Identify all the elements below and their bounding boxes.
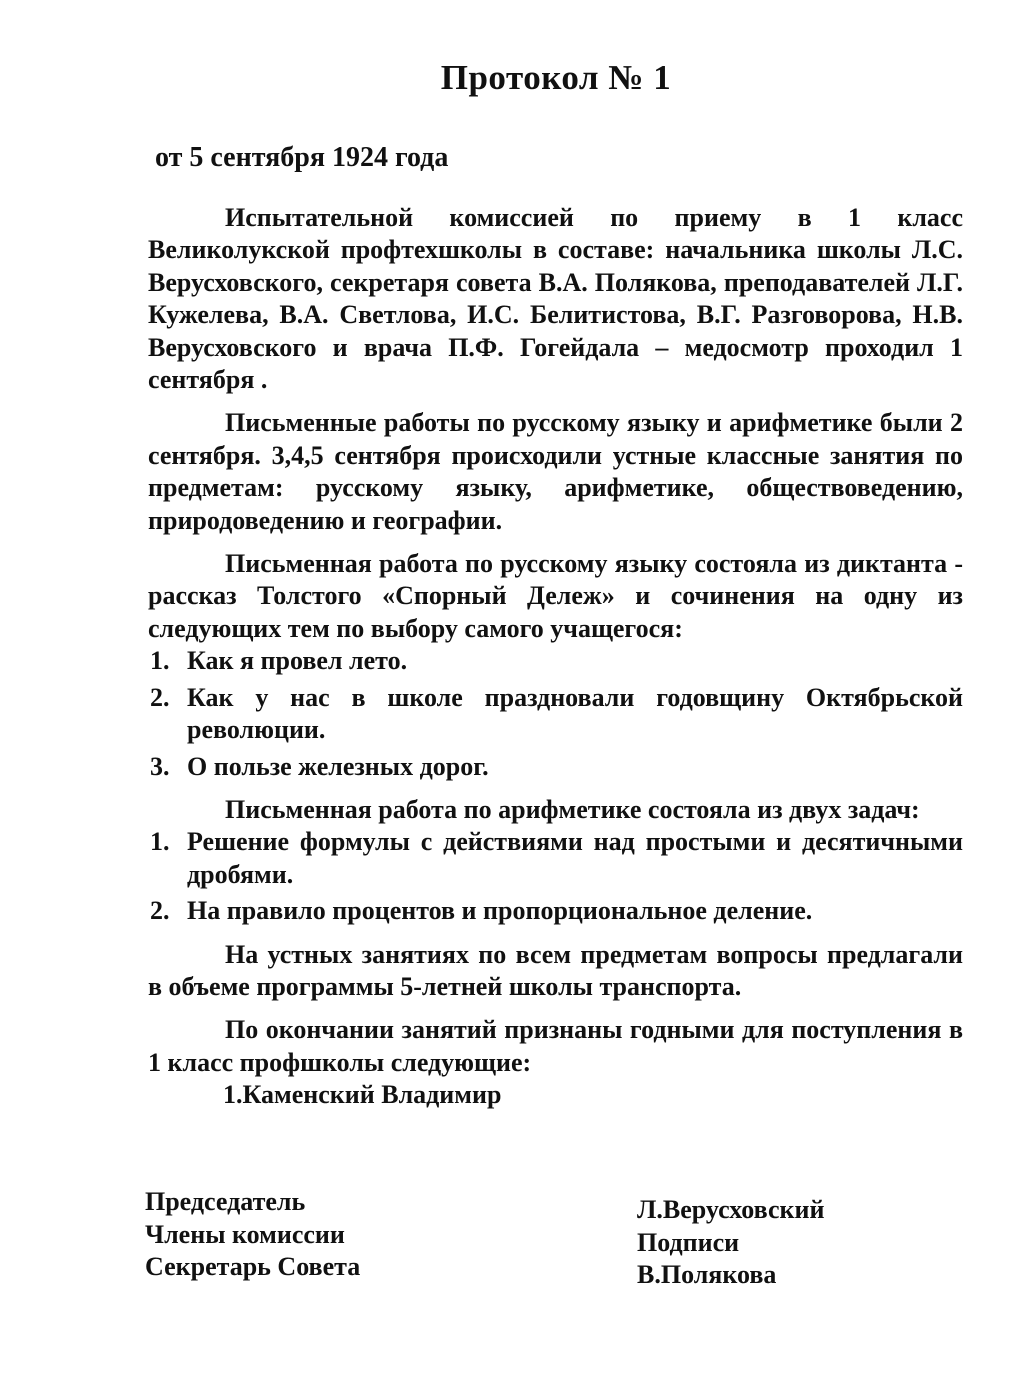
list-item [148, 751, 963, 783]
signature-names [637, 1194, 824, 1292]
list-item [148, 682, 963, 747]
list-item-text: О пользе железных дорог. [187, 751, 489, 781]
document-body [148, 202, 963, 1112]
list-item-number: 3. [150, 751, 170, 781]
document-title: Протокол № 1 [440, 58, 672, 97]
arithmetic-tasks-list [148, 826, 963, 927]
signature-name-members: Подписи [637, 1227, 740, 1257]
document-date: от 5 сентября 1924 года [155, 142, 449, 173]
signature-role-chairman: Председатель [145, 1187, 306, 1216]
list-item [148, 895, 963, 927]
list-item-number: 1. [150, 646, 170, 676]
admitted-student: 1.Каменский Владимир [223, 1080, 502, 1110]
list-item-text: На правило процентов и пропорциональное деление. [187, 896, 813, 926]
list-item-text: Как я провел лето. [187, 646, 408, 676]
signature-roles [145, 1186, 360, 1284]
list-item-number: 2. [150, 682, 170, 712]
signature-name-secretary: В.Полякова [637, 1260, 777, 1289]
essay-topics-list [148, 645, 963, 783]
signature-name-chairman: Л.Верусховский [637, 1195, 825, 1224]
list-item-text: Решение формулы с действиями над простыми и десятичными дробями. [187, 827, 963, 889]
list-item-number: 1. [150, 827, 170, 857]
paragraph-admission: По окончании занятий признаны годными для поступления в 1 класс профшколы следующие: [148, 1015, 963, 1077]
paragraph-commission: Испытательной комиссией по приему в 1 класс Великолукской профтехшколы в составе: начальника школы Л.С. Верусховского, секретаря совета В.А. Полякова, преподавателей Л.Г. Кужелева, В.А. Светлова, И.С. Белитистова, В.Г. Разговорова, Н.В. Верусховского и врача П.Ф. Гогейдала – медосмотр проходил 1 сентября . [148, 203, 963, 395]
paragraph-oral-exams: На устных занятиях по всем предметам вопросы предлагали в объеме программы 5-летней школы транспорта. [148, 939, 963, 1001]
signature-role-members: Члены комиссии [145, 1219, 345, 1249]
signature-role-secretary: Секретарь Совета [145, 1252, 361, 1281]
paragraph-written-works: Письменные работы по русскому языку и арифметике были 2 сентября. 3,4,5 сентября происходили устные классные занятия по предметам: русскому языку, арифметике, обществоведению, природоведению и географии. [148, 408, 963, 535]
list-item [148, 826, 963, 891]
list-item-number: 2. [150, 896, 170, 926]
list-item-text: Как у нас в школе праздновали годовщину Октябрьской революции. [187, 682, 963, 745]
list-item [148, 645, 963, 677]
paragraph-russian-work: Письменная работа по русскому языку состояла из диктанта - рассказ Толстого «Спорный Дележ» и сочинения на одну из следующих тем по выбору самого учащегося: [148, 549, 963, 643]
paragraph-arithmetic-work: Письменная работа по арифметике состояла из двух задач: [225, 794, 920, 824]
